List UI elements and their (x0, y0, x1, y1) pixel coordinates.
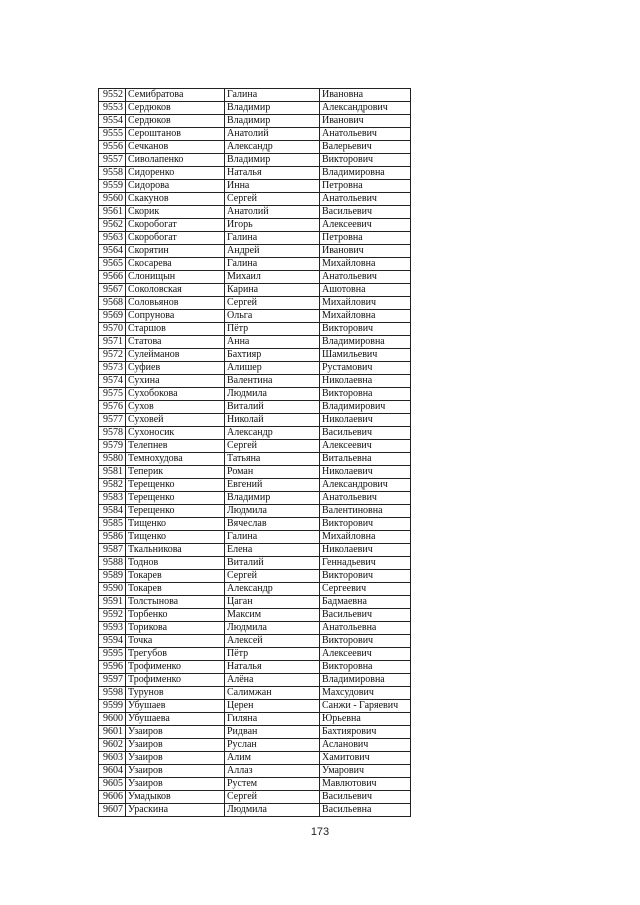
surname-cell: Сухина (126, 375, 225, 388)
first-name-cell: Людмила (225, 622, 320, 635)
row-number: 9596 (99, 661, 126, 674)
table-row (99, 648, 411, 661)
first-name-cell: Наталья (225, 167, 320, 180)
patronymic-cell: Рустамович (320, 362, 411, 375)
table-row (99, 154, 411, 167)
surname-cell: Сердюков (126, 102, 225, 115)
row-number: 9578 (99, 427, 126, 440)
patronymic-cell: Викторович (320, 518, 411, 531)
table-row (99, 609, 411, 622)
table-row (99, 219, 411, 232)
row-number: 9568 (99, 297, 126, 310)
first-name-cell: Игорь (225, 219, 320, 232)
surname-cell: Сердюков (126, 115, 225, 128)
table-row (99, 687, 411, 700)
first-name-cell: Евгений (225, 479, 320, 492)
patronymic-cell: Бахтиярович (320, 726, 411, 739)
patronymic-cell: Михайловна (320, 310, 411, 323)
surname-cell: Торбенко (126, 609, 225, 622)
table-row (99, 349, 411, 362)
surname-cell: Точка (126, 635, 225, 648)
surname-cell: Скоробогат (126, 219, 225, 232)
patronymic-cell: Михайловна (320, 531, 411, 544)
first-name-cell: Алим (225, 752, 320, 765)
first-name-cell: Вячеслав (225, 518, 320, 531)
surname-cell: Тоднов (126, 557, 225, 570)
first-name-cell: Владимир (225, 102, 320, 115)
table-row (99, 284, 411, 297)
patronymic-cell: Алексеевич (320, 440, 411, 453)
surname-cell: Токарев (126, 570, 225, 583)
first-name-cell: Сергей (225, 193, 320, 206)
table-row (99, 323, 411, 336)
row-number: 9567 (99, 284, 126, 297)
first-name-cell: Анатолий (225, 128, 320, 141)
first-name-cell: Галина (225, 531, 320, 544)
surname-cell: Узаиров (126, 726, 225, 739)
first-name-cell: Виталий (225, 401, 320, 414)
first-name-cell: Александр (225, 141, 320, 154)
row-number: 9565 (99, 258, 126, 271)
row-number: 9583 (99, 492, 126, 505)
surname-cell: Сечканов (126, 141, 225, 154)
patronymic-cell: Анатольевич (320, 193, 411, 206)
surname-cell: Сероштанов (126, 128, 225, 141)
table-row (99, 427, 411, 440)
patronymic-cell: Викторович (320, 154, 411, 167)
patronymic-cell: Сергеевич (320, 583, 411, 596)
first-name-cell: Роман (225, 466, 320, 479)
first-name-cell: Александр (225, 427, 320, 440)
surname-cell: Телепнев (126, 440, 225, 453)
surname-cell: Теперик (126, 466, 225, 479)
patronymic-cell: Васильевич (320, 791, 411, 804)
surname-cell: Трофименко (126, 674, 225, 687)
table-row (99, 596, 411, 609)
row-number: 9580 (99, 453, 126, 466)
table-row (99, 505, 411, 518)
first-name-cell: Андрей (225, 245, 320, 258)
page-number: 173 (310, 826, 330, 838)
first-name-cell: Михаил (225, 271, 320, 284)
surname-cell: Убушаев (126, 700, 225, 713)
patronymic-cell: Николаевич (320, 466, 411, 479)
patronymic-cell: Михайловна (320, 258, 411, 271)
patronymic-cell: Шамильевич (320, 349, 411, 362)
row-number: 9606 (99, 791, 126, 804)
first-name-cell: Людмила (225, 804, 320, 817)
surname-cell: Статова (126, 336, 225, 349)
patronymic-cell: Владимировна (320, 336, 411, 349)
row-number: 9585 (99, 518, 126, 531)
first-name-cell: Алёна (225, 674, 320, 687)
surname-cell: Трегубов (126, 648, 225, 661)
first-name-cell: Пётр (225, 648, 320, 661)
patronymic-cell: Санжи - Гаряевич (320, 700, 411, 713)
surname-cell: Сухоносик (126, 427, 225, 440)
row-number: 9598 (99, 687, 126, 700)
row-number: 9603 (99, 752, 126, 765)
patronymic-cell: Хамитович (320, 752, 411, 765)
patronymic-cell: Геннадьевич (320, 557, 411, 570)
row-number: 9607 (99, 804, 126, 817)
table-row (99, 375, 411, 388)
row-number: 9582 (99, 479, 126, 492)
first-name-cell: Валентина (225, 375, 320, 388)
row-number: 9572 (99, 349, 126, 362)
row-number: 9569 (99, 310, 126, 323)
surname-cell: Суфиев (126, 362, 225, 375)
surname-cell: Сопрунова (126, 310, 225, 323)
table-row (99, 557, 411, 570)
patronymic-cell: Александрович (320, 102, 411, 115)
patronymic-cell: Ивановна (320, 89, 411, 102)
row-number: 9590 (99, 583, 126, 596)
patronymic-cell: Михайлович (320, 297, 411, 310)
first-name-cell: Татьяна (225, 453, 320, 466)
table-row (99, 102, 411, 115)
surname-cell: Сидорова (126, 180, 225, 193)
row-number: 9576 (99, 401, 126, 414)
table-row (99, 726, 411, 739)
table-row (99, 141, 411, 154)
first-name-cell: Бахтияр (225, 349, 320, 362)
row-number: 9563 (99, 232, 126, 245)
surname-cell: Терещенко (126, 505, 225, 518)
patronymic-cell: Владимирович (320, 401, 411, 414)
surname-cell: Узаиров (126, 778, 225, 791)
table-row (99, 297, 411, 310)
first-name-cell: Карина (225, 284, 320, 297)
row-number: 9570 (99, 323, 126, 336)
first-name-cell: Владимир (225, 115, 320, 128)
table-row (99, 336, 411, 349)
surname-cell: Темнохудова (126, 453, 225, 466)
row-number: 9562 (99, 219, 126, 232)
patronymic-cell: Викторовна (320, 661, 411, 674)
table-row (99, 115, 411, 128)
table-row (99, 466, 411, 479)
surname-cell: Скорик (126, 206, 225, 219)
first-name-cell: Сергей (225, 791, 320, 804)
row-number: 9556 (99, 141, 126, 154)
patronymic-cell: Махсудович (320, 687, 411, 700)
patronymic-cell: Анатольевна (320, 622, 411, 635)
first-name-cell: Гиляна (225, 713, 320, 726)
table-row (99, 778, 411, 791)
row-number: 9581 (99, 466, 126, 479)
table-row (99, 544, 411, 557)
surname-cell: Ткальникова (126, 544, 225, 557)
surname-cell: Сулейманов (126, 349, 225, 362)
first-name-cell: Алексей (225, 635, 320, 648)
surname-cell: Семибратова (126, 89, 225, 102)
first-name-cell: Пётр (225, 323, 320, 336)
table-row (99, 453, 411, 466)
table-row (99, 622, 411, 635)
first-name-cell: Алишер (225, 362, 320, 375)
table-row (99, 258, 411, 271)
row-number: 9571 (99, 336, 126, 349)
first-name-cell: Владимир (225, 492, 320, 505)
row-number: 9574 (99, 375, 126, 388)
table-row (99, 531, 411, 544)
first-name-cell: Сергей (225, 570, 320, 583)
table-row (99, 271, 411, 284)
row-number: 9561 (99, 206, 126, 219)
row-number: 9557 (99, 154, 126, 167)
patronymic-cell: Владимировна (320, 674, 411, 687)
table-row (99, 700, 411, 713)
first-name-cell: Сергей (225, 440, 320, 453)
patronymic-cell: Васильевич (320, 609, 411, 622)
row-number: 9552 (99, 89, 126, 102)
table-row (99, 583, 411, 596)
first-name-cell: Елена (225, 544, 320, 557)
patronymic-cell: Петровна (320, 232, 411, 245)
surname-cell: Старшов (126, 323, 225, 336)
patronymic-cell: Анатольевич (320, 128, 411, 141)
surname-cell: Сухобокова (126, 388, 225, 401)
surname-cell: Тищенко (126, 518, 225, 531)
row-number: 9589 (99, 570, 126, 583)
surname-cell: Толстынова (126, 596, 225, 609)
first-name-cell: Галина (225, 89, 320, 102)
row-number: 9584 (99, 505, 126, 518)
surname-cell: Сидоренко (126, 167, 225, 180)
table-row (99, 752, 411, 765)
row-number: 9600 (99, 713, 126, 726)
table-row (99, 362, 411, 375)
surname-cell: Убушаева (126, 713, 225, 726)
first-name-cell: Анатолий (225, 206, 320, 219)
table-row (99, 791, 411, 804)
surname-cell: Скорятин (126, 245, 225, 258)
first-name-cell: Анна (225, 336, 320, 349)
surname-cell: Турунов (126, 687, 225, 700)
surname-cell: Торикова (126, 622, 225, 635)
table-row (99, 180, 411, 193)
patronymic-cell: Валерьевич (320, 141, 411, 154)
first-name-cell: Цаган (225, 596, 320, 609)
patronymic-cell: Алексеевич (320, 219, 411, 232)
table-row (99, 167, 411, 180)
patronymic-cell: Валентиновна (320, 505, 411, 518)
first-name-cell: Наталья (225, 661, 320, 674)
first-name-cell: Галина (225, 232, 320, 245)
patronymic-cell: Владимировна (320, 167, 411, 180)
surname-cell: Слонищын (126, 271, 225, 284)
table-row (99, 128, 411, 141)
first-name-cell: Николай (225, 414, 320, 427)
surname-cell: Соколовская (126, 284, 225, 297)
row-number: 9555 (99, 128, 126, 141)
row-number: 9587 (99, 544, 126, 557)
surname-cell: Терещенко (126, 479, 225, 492)
surname-cell: Скосарева (126, 258, 225, 271)
surname-cell: Узаиров (126, 765, 225, 778)
first-name-cell: Ольга (225, 310, 320, 323)
patronymic-cell: Викторович (320, 323, 411, 336)
table-row (99, 414, 411, 427)
patronymic-cell: Васильевич (320, 206, 411, 219)
row-number: 9591 (99, 596, 126, 609)
patronymic-cell: Васильевич (320, 427, 411, 440)
row-number: 9558 (99, 167, 126, 180)
patronymic-cell: Бадмаевна (320, 596, 411, 609)
row-number: 9588 (99, 557, 126, 570)
patronymic-cell: Витальевна (320, 453, 411, 466)
patronymic-cell: Алексеевич (320, 648, 411, 661)
patronymic-cell: Николаевна (320, 375, 411, 388)
table-row (99, 388, 411, 401)
table-row (99, 518, 411, 531)
table-row (99, 89, 411, 102)
row-number: 9595 (99, 648, 126, 661)
row-number: 9594 (99, 635, 126, 648)
first-name-cell: Владимир (225, 154, 320, 167)
row-number: 9559 (99, 180, 126, 193)
surname-cell: Сухов (126, 401, 225, 414)
table-row (99, 232, 411, 245)
surname-cell: Суховей (126, 414, 225, 427)
table-row (99, 804, 411, 817)
table-row (99, 674, 411, 687)
first-name-cell: Максим (225, 609, 320, 622)
table-row (99, 440, 411, 453)
surname-cell: Узаиров (126, 739, 225, 752)
table-row (99, 193, 411, 206)
table-row (99, 479, 411, 492)
first-name-cell: Сергей (225, 297, 320, 310)
first-name-cell: Ридван (225, 726, 320, 739)
row-number: 9579 (99, 440, 126, 453)
patronymic-cell: Иванович (320, 115, 411, 128)
row-number: 9564 (99, 245, 126, 258)
patronymic-cell: Викторович (320, 570, 411, 583)
surname-cell: Узаиров (126, 752, 225, 765)
patronymic-cell: Умарович (320, 765, 411, 778)
row-number: 9566 (99, 271, 126, 284)
row-number: 9554 (99, 115, 126, 128)
patronymic-cell: Николаевич (320, 414, 411, 427)
first-name-cell: Виталий (225, 557, 320, 570)
table-row (99, 661, 411, 674)
row-number: 9575 (99, 388, 126, 401)
surname-cell: Скоробогат (126, 232, 225, 245)
row-number: 9601 (99, 726, 126, 739)
first-name-cell: Галина (225, 258, 320, 271)
row-number: 9597 (99, 674, 126, 687)
table-row (99, 739, 411, 752)
row-number: 9605 (99, 778, 126, 791)
names-table-body (99, 89, 411, 817)
patronymic-cell: Викторович (320, 635, 411, 648)
surname-cell: Соловьянов (126, 297, 225, 310)
names-table (98, 88, 411, 817)
patronymic-cell: Викторовна (320, 388, 411, 401)
surname-cell: Скакунов (126, 193, 225, 206)
first-name-cell: Инна (225, 180, 320, 193)
row-number: 9553 (99, 102, 126, 115)
row-number: 9593 (99, 622, 126, 635)
patronymic-cell: Юрьевна (320, 713, 411, 726)
surname-cell: Токарев (126, 583, 225, 596)
table-row (99, 570, 411, 583)
surname-cell: Терещенко (126, 492, 225, 505)
row-number: 9577 (99, 414, 126, 427)
patronymic-cell: Иванович (320, 245, 411, 258)
patronymic-cell: Анатольевич (320, 271, 411, 284)
patronymic-cell: Ашотовна (320, 284, 411, 297)
row-number: 9573 (99, 362, 126, 375)
row-number: 9602 (99, 739, 126, 752)
surname-cell: Трофименко (126, 661, 225, 674)
surname-cell: Сиволапенко (126, 154, 225, 167)
patronymic-cell: Васильевна (320, 804, 411, 817)
row-number: 9586 (99, 531, 126, 544)
row-number: 9604 (99, 765, 126, 778)
table-row (99, 765, 411, 778)
patronymic-cell: Петровна (320, 180, 411, 193)
table-row (99, 492, 411, 505)
table-row (99, 310, 411, 323)
row-number: 9592 (99, 609, 126, 622)
row-number: 9599 (99, 700, 126, 713)
table-row (99, 713, 411, 726)
patronymic-cell: Николаевич (320, 544, 411, 557)
first-name-cell: Церен (225, 700, 320, 713)
surname-cell: Умадыков (126, 791, 225, 804)
table-row (99, 401, 411, 414)
patronymic-cell: Анатольевич (320, 492, 411, 505)
row-number: 9560 (99, 193, 126, 206)
patronymic-cell: Мавлютович (320, 778, 411, 791)
first-name-cell: Людмила (225, 505, 320, 518)
first-name-cell: Салимжан (225, 687, 320, 700)
first-name-cell: Людмила (225, 388, 320, 401)
patronymic-cell: Асланович (320, 739, 411, 752)
patronymic-cell: Александрович (320, 479, 411, 492)
table-row (99, 206, 411, 219)
surname-cell: Тищенко (126, 531, 225, 544)
first-name-cell: Александр (225, 583, 320, 596)
first-name-cell: Рустем (225, 778, 320, 791)
table-row (99, 635, 411, 648)
first-name-cell: Аллаз (225, 765, 320, 778)
table-row (99, 245, 411, 258)
surname-cell: Ураскина (126, 804, 225, 817)
first-name-cell: Руслан (225, 739, 320, 752)
